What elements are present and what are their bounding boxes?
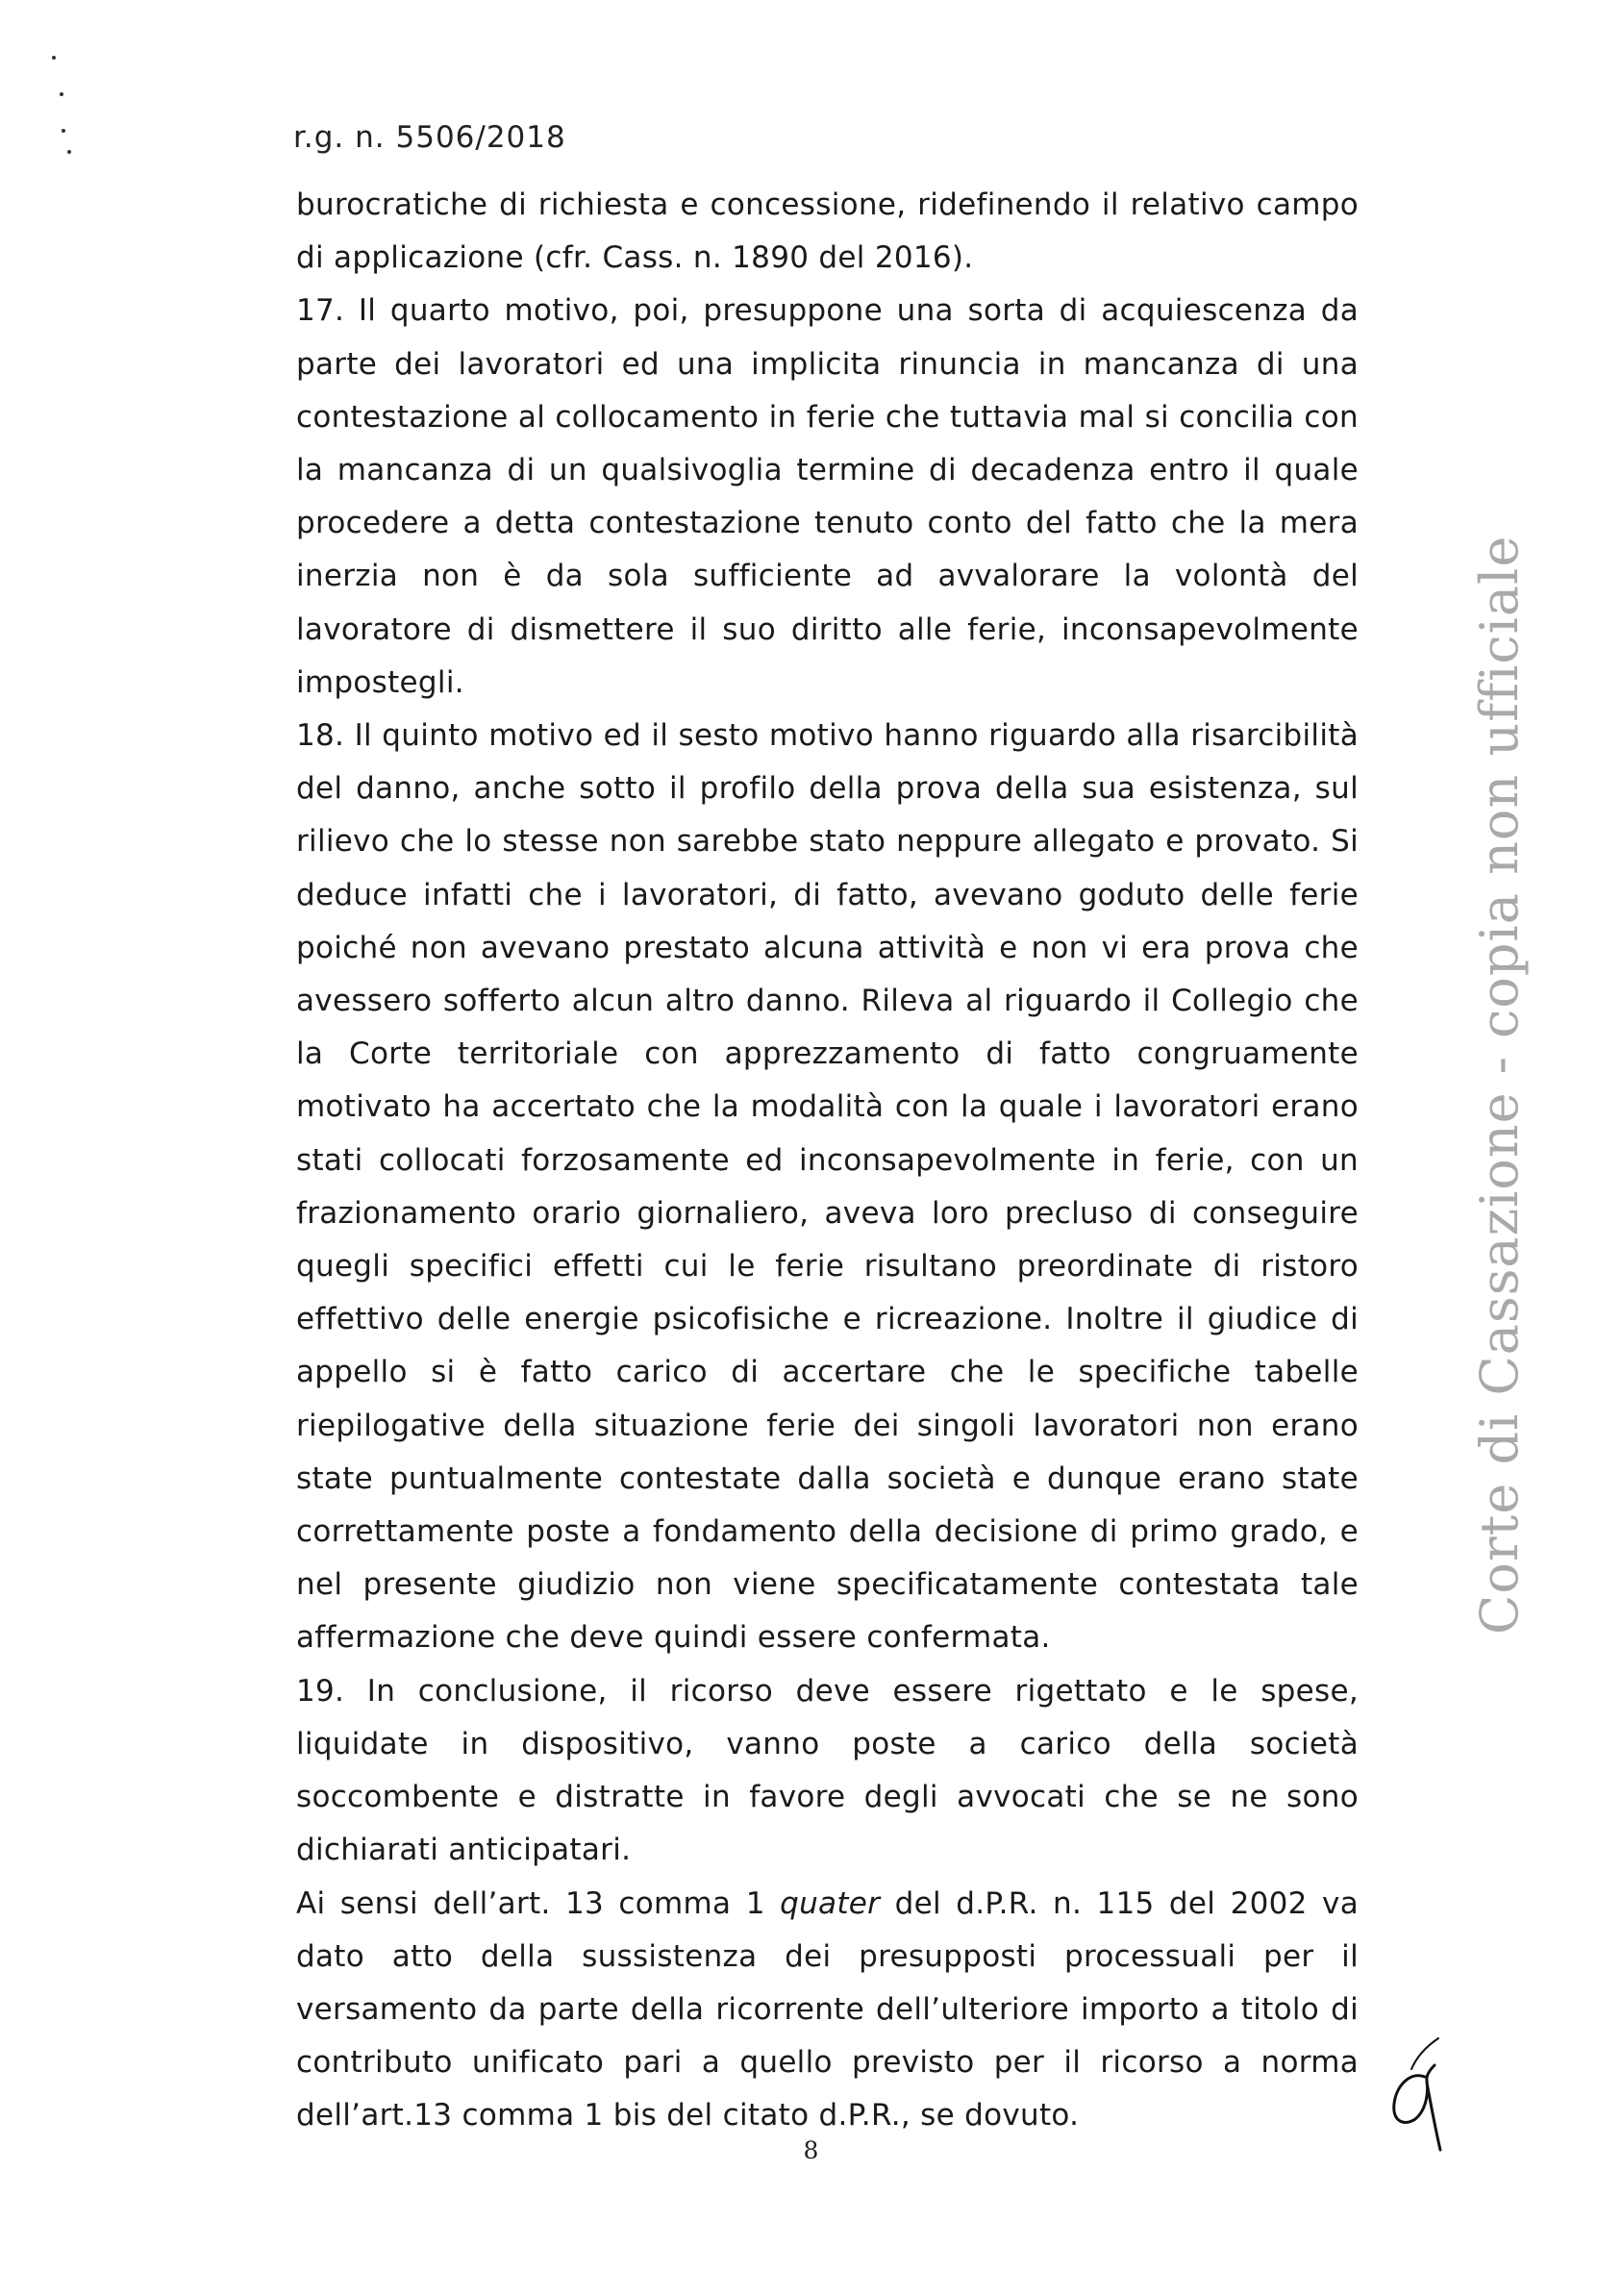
paragraph-continuation: burocratiche di richiesta e concessione, ridefinendo il relativo campo di applicazione (cfr. Cass. n. 1890 del 2016). <box>296 187 1359 276</box>
case-number-header: r.g. n. 5506/2018 <box>293 120 566 155</box>
document-body <box>296 179 1359 2143</box>
italic-term: quater <box>780 1885 881 1921</box>
text-segment: del d.P.R. n. 115 del 2002 va dato atto della sussistenza dei presupposti processuali per il versamento da parte della ricorrente dell’ulteriore importo a titolo di contributo unificato pari a quello previsto per il ricorso a norma dell’art.13 comma 1 bis del citato d.P.R., se dovuto. <box>296 1885 1359 2134</box>
paragraph-19: 19. In conclusione, il ricorso deve essere rigettato e le spese, liquidate in dispositivo, vanno poste a carico della società soccombente e distratte in favore degli avvocati che se ne sono dichiarati anticipatari. <box>296 1673 1359 1868</box>
paragraph-18: 18. Il quinto motivo ed il sesto motivo hanno riguardo alla risarcibilità del danno, anche sotto il profilo della prova della sua esistenza, sul rilievo che lo stesse non sarebbe stato neppure allegato e provato. Si deduce infatti che i lavoratori, di fatto, avevano goduto delle ferie poiché non avevano prestato alcuna attività e non vi era prova che avessero sofferto alcun altro danno. Rileva al riguardo il Collegio che la Corte territoriale con apprezzamento di fatto congruamente motivato ha accertato che la modalità con la quale i lavoratori erano stati collocati forzosamente ed inconsapevolmente in ferie, con un frazionamento orario giornaliero, aveva loro precluso di conseguire quegli specifici effetti cui le ferie risultano preordinate di ristoro effettivo delle energie psicofisiche e ricreazione. Inoltre il giudice di appello si è fatto carico di accertare che le specifiche tabelle riepilogative della situazione ferie dei singoli lavoratori non erano state puntualmente contestate dalla società e dunque erano state correttamente poste a fondamento della decisione di primo grado, e nel presente giudizio non viene specificatamente contestata tale affermazione che deve quindi essere confermata. <box>296 718 1359 1656</box>
handwritten-page-number <box>1383 2027 1460 2171</box>
text-segment: Ai sensi dell’art. 13 comma 1 <box>296 1885 781 1921</box>
watermark-text: Corte di Cassazione - copia non ufficiale <box>1469 535 1530 1635</box>
paragraph-17: 17. Il quarto motivo, poi, presuppone una sorta di acquiescenza da parte dei lavoratori ed una implicita rinuncia in mancanza di una contestazione al collocamento in ferie che tuttavia mal si concilia con la mancanza di un qualsivoglia termine di decadenza entro il quale procedere a detta contestazione tenuto conto del fatto che la mera inerzia non è da sola sufficiente ad avvalorare la volontà del lavoratore di dismettere il suo diritto alle ferie, inconsapevolmente impostegli. <box>296 293 1359 700</box>
scan-artifact-dots <box>50 50 79 156</box>
paragraph-contributo-unificato <box>296 1878 1359 2143</box>
page-number: 8 <box>803 2136 819 2164</box>
